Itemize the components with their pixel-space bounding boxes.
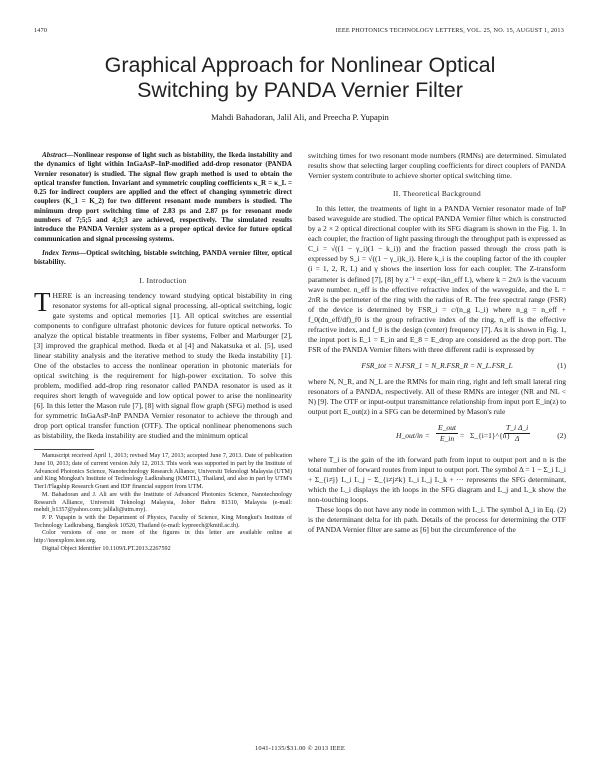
footnote-affiliation-kmitl: P. P. Yupapin is with the Department of Physics, Faculty of Science, King Mongkut's Institute of Technology Ladkrabang, Bangkok 10520, Thailand (e-mail: kypreech@kmitl.ac.th). — [34, 514, 292, 529]
footnote-affiliation-utm: M. Bahadoran and J. Ali are with the Institute of Advanced Photonics Science, Nanotechnology Research Alliance, Universiti Teknologi Malaysia, Johor Bahru 81310, Malaysia (e-mail: mehdi_b1357@yahoo.com; jalilali@utm.my). — [34, 491, 292, 514]
abstract-text: Nonlinear response of light such as bistability, the Ikeda instability and the dynamics of light within InGaAsP–InP-modified add-drop resonator (PANDA Vernier resonator) is studied. The signal flow graph method is used to obtain the optical transfer function. Invariant and symmetric coupling coefficients κ_R = κ_L = 0.25 for indirect couplers are applied and the effect of changing symmetric direct couplers (K_1 = K_2) for two different resonant mode numbers is studied. The minimum drop port switching time of 2.83 ps and 2.87 ps for resonant mode numbers of 7;5;5 and 4;3;3 are achieved, respectively. The simulated results introduce the PANDA Vernier system as a proper optical device for future optical communication and signal processing systems. — [34, 151, 292, 243]
section-heading-theory: II. Theoretical Background — [393, 189, 481, 199]
index-terms-text: Optical switching, bistable switching, PANDA vernier filter, optical bistability. — [34, 248, 292, 267]
page-number: 1470 — [34, 27, 48, 34]
drop-cap: T — [34, 286, 51, 317]
journal-header: IEEE PHOTONICS TECHNOLOGY LETTERS, VOL. 25, NO. 15, AUGUST 1, 2013 — [335, 27, 564, 34]
author-list: Mahdi Bahadoran, Jalil Ali, and Preecha P. Yupapin — [211, 112, 389, 122]
abstract-label: Abstract— — [42, 151, 74, 159]
equation-2-numerator-1: E_out — [436, 423, 458, 434]
equation-1-body: FSR_tot = N.FSR_1 = N_R.FSR_R = N_L.FSR_L — [361, 360, 513, 370]
abstract — [34, 151, 292, 244]
section-heading-introduction: I. Introduction — [139, 275, 187, 285]
equation-2-fraction-2 — [504, 423, 530, 444]
theory-paragraph-4: These loops do not have any node in common with L_i. The symbol Δ_i in Eq. (2) is the determinant delta for ith path. Details of the process for determining the OTF of PANDA Vernier filter are same as [6] but the circumference of the — [308, 505, 566, 535]
equation-2-equals: = — [460, 431, 465, 441]
theory-paragraph-3: where T_i is the gain of the ith forward path from input to output port and n is the total number of forward routes from input to output port. The symbol Δ = 1 − Σ_i L_i + Σ_{i≠j} L_i L_j − Σ_{i≠j≠k} L_i L_j L_k + ··· represents the SFG determinant, which the L_i displays the ith loops in the SFG diagram and L_j and L_k show the non-touching loops. — [308, 455, 566, 505]
equation-2-lhs: H_out/in = — [396, 431, 430, 441]
equation-2-fraction-1 — [436, 423, 458, 444]
intro-continuation: switching times for two resonant mode numbers (RMNs) are determined. Simulated results show that selecting larger coupling coefficients for direct couplers of PANDA Vernier system contribute to achieve shorter optical switching time. — [308, 151, 566, 181]
title-line-1: Graphical Approach for Nonlinear Optical — [104, 53, 496, 77]
equation-2-summation: Σ_{i=1}^{n} — [470, 431, 511, 441]
footnote-manuscript: Manuscript received April 1, 2013; revised May 17, 2013; accepted June 7, 2013. Date of publication June 10, 2013; date of current version July 12, 2013. This work was supported in part by the Institute of Advanced Photonics Science, Nanotechnology Research Alliance, Universiti Teknologi Malaysia (UTM) and King Mongkut's Institute of Technology Ladkrabang (KMITL), Thailand, and also in part by UTM's Tier1/Flagship Research Grant and IDF financial support from UTM. — [34, 453, 292, 491]
equation-2-number: (2) — [557, 431, 566, 441]
equation-1-number: (1) — [557, 360, 566, 370]
title-line-2: Switching by PANDA Vernier Filter — [137, 78, 463, 102]
paper-title — [60, 53, 540, 103]
equation-2-numerator-2: T_i Δ_i — [504, 423, 530, 434]
footnote-doi: Digital Object Identifier 10.1109/LPT.2013.2267592 — [42, 545, 171, 552]
index-terms — [34, 249, 292, 268]
equation-2-denominator-2: Δ — [514, 434, 520, 444]
equation-1 — [308, 361, 566, 371]
footnote-divider — [34, 449, 94, 450]
theory-paragraph-2: where N, N_R, and N_L are the RMNs for main ring, right and left small lateral ring resonators of a PANDA, respectively. All of these RMNs are integer (NR and NL < N) [9]. The OTF or input-output transmittance relationship from input port E_in(z) to output port E_out(z) in a SFG can be determined by Mason's rule — [308, 376, 566, 417]
right-column — [308, 151, 566, 536]
intro-text: HERE is an increasing tendency toward studying optical bistability in ring resonator systems for all-optical signal processing, all-optical switching, logic gate systems and optical memories [1]. All optical switches are essential components to configure ultrafast photonic devices for future optical networks. To analyze the optical bistable treatments in fiber systems, Felber and Marburger [2], [3] improved the graphical method. Ikeda et al [4] and Nakatsuka et al. [5], used linear stability analysis and the iterative method to study the Ikeda instability [1]. One of the obstacles to access the nonlinear operation in photonic materials for optical switching is the requirement for high-power excitation. To solve this problem, modified add-drop ring resonator called PANDA resonator is used as it requires short length of waveguide and low optical power to arise the nonlinearity [6]. In this letter the Mason rule [7], [8] with signal flow graph (SFG) method is used for symmetric InGaAsP-InP PANDA Vernier resonator to achieve the through and drop port optical transfer function (OTF). The optical nonlinear phenomenons such as bistability, the Ikeda instability are studied and the minimum optical — [34, 290, 292, 441]
footnote-color: Color versions of one or more of the figures in this letter are available online at http://ieeexplore.ieee.org. — [34, 530, 292, 545]
index-terms-label: Index Terms— — [42, 248, 87, 257]
copyright-footer: 1041-1135/$31.00 © 2013 IEEE — [254, 745, 346, 752]
equation-2 — [308, 423, 566, 449]
left-column — [34, 151, 292, 553]
intro-paragraph — [34, 286, 292, 442]
theory-paragraph-1: In this letter, the treatments of light in a PANDA Vernier resonator made of InP based waveguide are studied. The optical PANDA Vernier filter which is constructed by a 2 × 2 optical directional coupler with its SFG diagram is shown in the Fig. 1. In each coupler, the fraction of light passing through the throughput path is expressed as C_i = √((1 − γ_i)(1 − k_i)) and the fraction passed through the cross path is expressed by S_i = √((1 − γ_i)k_i). Here k_i is the coupling factor of the ith coupler (i = 1, 2, R, L) and γ shows the insertion loss for each coupler. The Z-transform parameter is defined [7], [8] by z⁻¹ = exp(−ikn_eff L), where k = 2π/λ is the vacuum wave number. n_eff is the effective refractive index of the waveguide, and the L = 2πR is the perimeter of the ring with the radius of R. The free spectral range (FSR) of the device is determined by FSR_i = c/(n_g L_i) where n_g = n_eff + f_0(dn_eff/df)_f0 is the group refractive index of the ring, n_eff is the effective refractive index, and f_0 is the design (center) frequency [7]. As it is shown in Fig. 1, the input port is E_1 = E_in and E_8 = E_drop are considered as the drop port. The FSR of the PANDA Vernier filters with three different radii is expressed by — [308, 204, 566, 354]
equation-2-denominator-1: E_in — [439, 434, 455, 444]
